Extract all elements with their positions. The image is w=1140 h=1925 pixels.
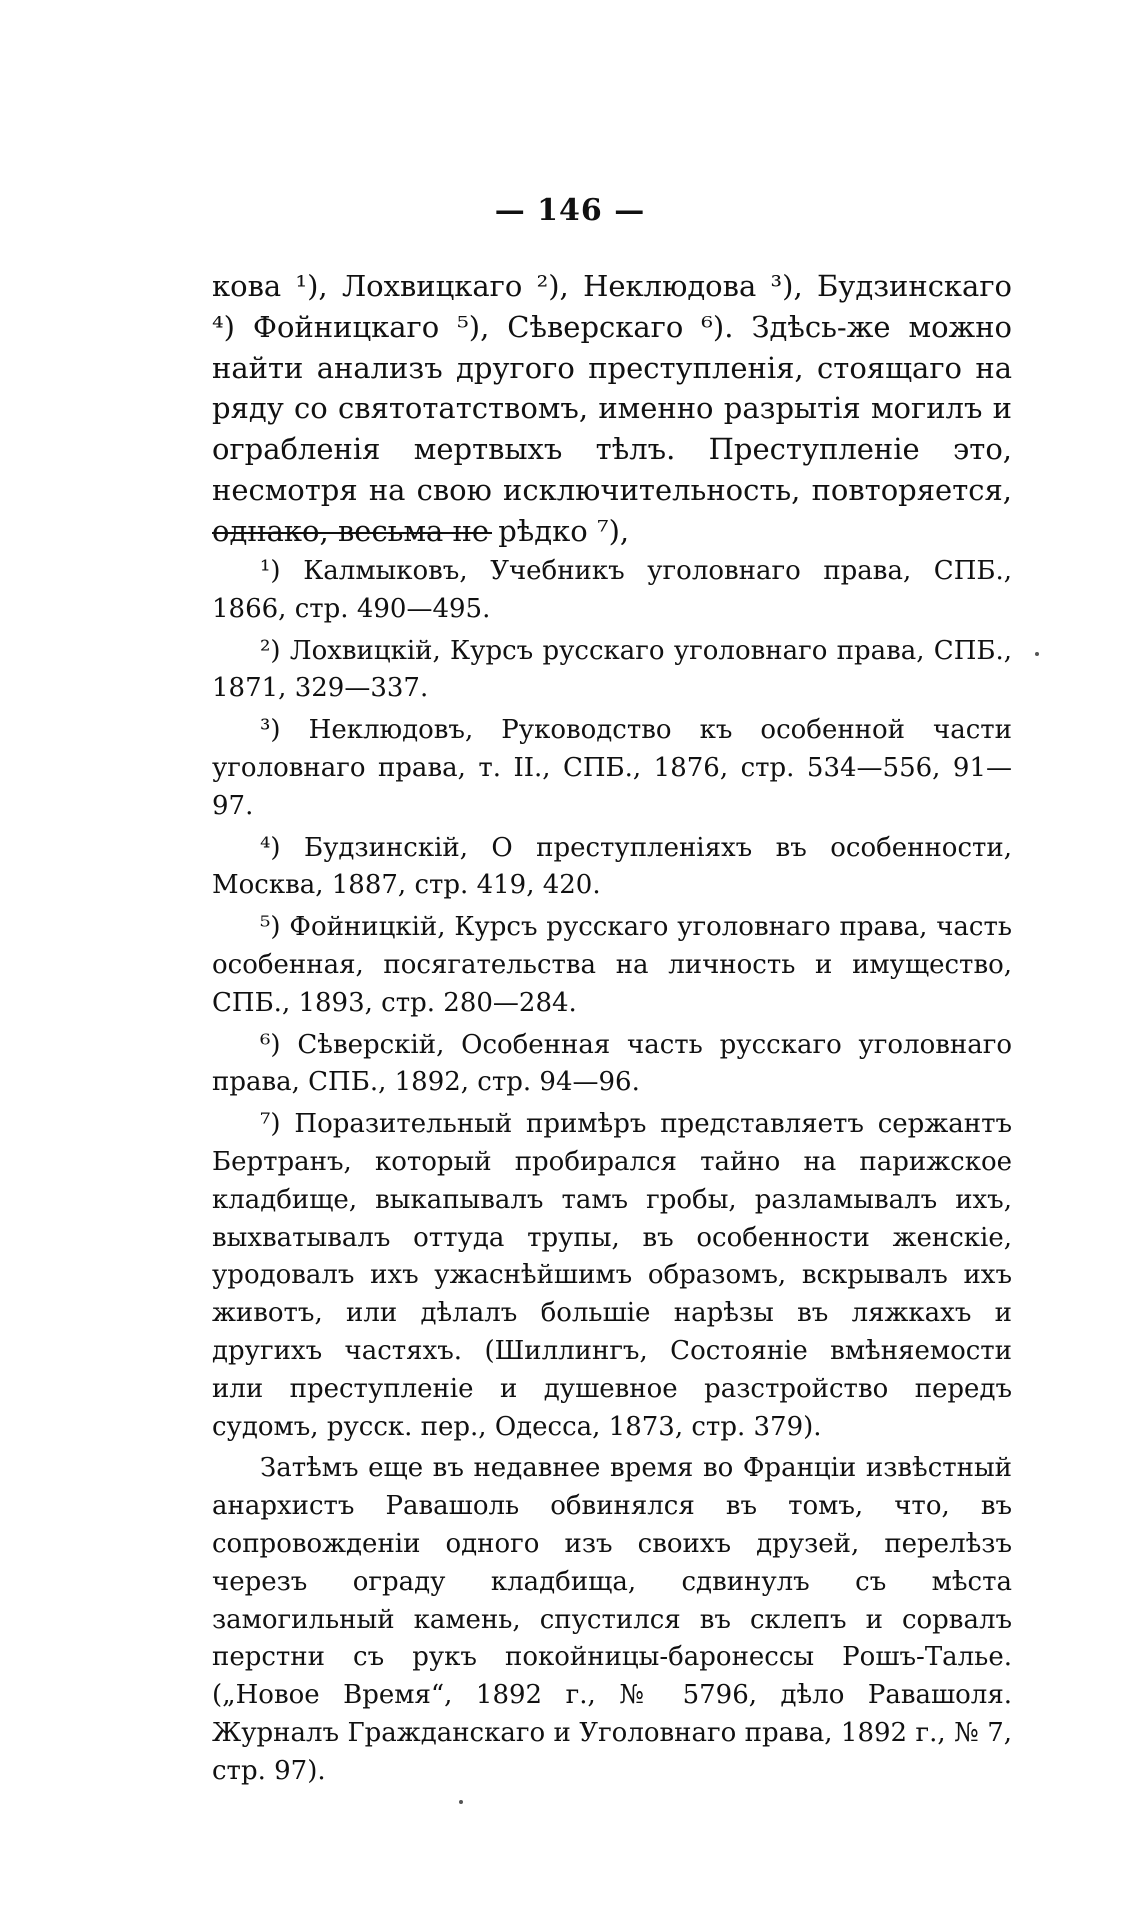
footnote-mark: ⁶) [260, 1029, 281, 1060]
footnote-text: Затѣмъ еще въ недавнее время во Франціи извѣстный анархистъ Равашоль обвинялся въ томъ, что, въ сопровожденіи одного изъ своихъ друзей, перелѣзъ черезъ ограду кладбища, сдвинулъ съ мѣста замогильный камень, спустился въ склепъ и сорвалъ перстни съ рукъ покойницы-баронессы Рошъ-Талье. („Новое Время“, 1892 г., № 5796, дѣло Равашоля. Журналъ Гражданскаго и Уголовнаго права, 1892 г., № 7, стр. 97). [212, 1453, 1012, 1786]
footnote-mark: ⁷) [260, 1109, 281, 1140]
paper-speck [1035, 652, 1039, 656]
footnote-mark: ⁴) [260, 832, 281, 863]
footnote-7 [212, 1106, 1012, 1446]
footnote-text: Калмыковъ, Учебникъ уголовнаго права, СПБ., 1866, стр. 490—495. [212, 556, 1013, 624]
footnote-5 [212, 909, 1012, 1022]
footnote-2 [212, 633, 1012, 709]
footnote-separator [212, 532, 492, 534]
footnote-text: Лохвицкій, Курсъ русскаго уголовнаго права, СПБ., 1871, 329—337. [212, 635, 1012, 704]
footnote-text: Сѣверскій, Особенная часть русскаго уголовнаго права, СПБ., 1892, стр. 94—96. [212, 1029, 1012, 1098]
footnote-text: Неклюдовъ, Руководство къ особенной части уголовнаго права, т. II., СПБ., 1876, стр. 534—556, 91—97. [212, 715, 1012, 821]
footnote-mark: ²) [260, 635, 281, 666]
footnotes-section [212, 553, 1012, 1795]
page-number: — 146 — [494, 193, 646, 228]
footnote-text: Поразительный примѣръ представляетъ сержантъ Бертранъ, который пробирался тайно на парижское кладбище, выкапывалъ тамъ гробы, разламывалъ ихъ, выхватывалъ оттуда трупы, въ особенности женскіе, уродовалъ ихъ ужаснѣйшимъ образомъ, вскрывалъ ихъ животъ, или дѣлалъ большіе нарѣзы въ ляжкахъ и другихъ частяхъ. (Шиллингъ, Состояніе вмѣняемости или преступленіе и душевное разстройство передъ судомъ, русск. пер., Одесса, 1873, стр. 379). [212, 1109, 1012, 1442]
footnote-mark: ³) [260, 715, 281, 746]
footnote-mark: ¹) [260, 556, 281, 586]
footnote-text: Фойницкій, Курсъ русскаго уголовнаго права, часть особенная, посягательства на личность и имущество, СПБ., 1893, стр. 280—284. [212, 912, 1013, 1018]
footnote-text: Будзинскій, О преступленіяхъ въ особенности, Москва, 1887, стр. 419, 420. [212, 832, 1012, 901]
footnote-mark: ⁵) [260, 912, 281, 943]
main-text-paragraph: кова ¹), Лохвицкаго ²), Неклюдова ³), Будзинскаго ⁴) Фойницкаго ⁵), Сѣверскаго ⁶). Здѣсь-же можно найти анализъ другого преступленія, стоящаго на ряду со святотатствомъ, именно разрытія могилъ и ограбленія мертвыхъ тѣлъ. Преступленіе это, несмотря на свою исключительность, повторяется, однако, весьма не рѣдко ⁷), [212, 269, 1012, 548]
footnote-6 [212, 1027, 1012, 1103]
footnote-7-continuation [212, 1450, 1012, 1790]
paper-speck [459, 1800, 463, 1804]
footnote-1 [212, 553, 1012, 629]
footnote-3 [212, 712, 1012, 825]
footnote-4 [212, 830, 1012, 906]
